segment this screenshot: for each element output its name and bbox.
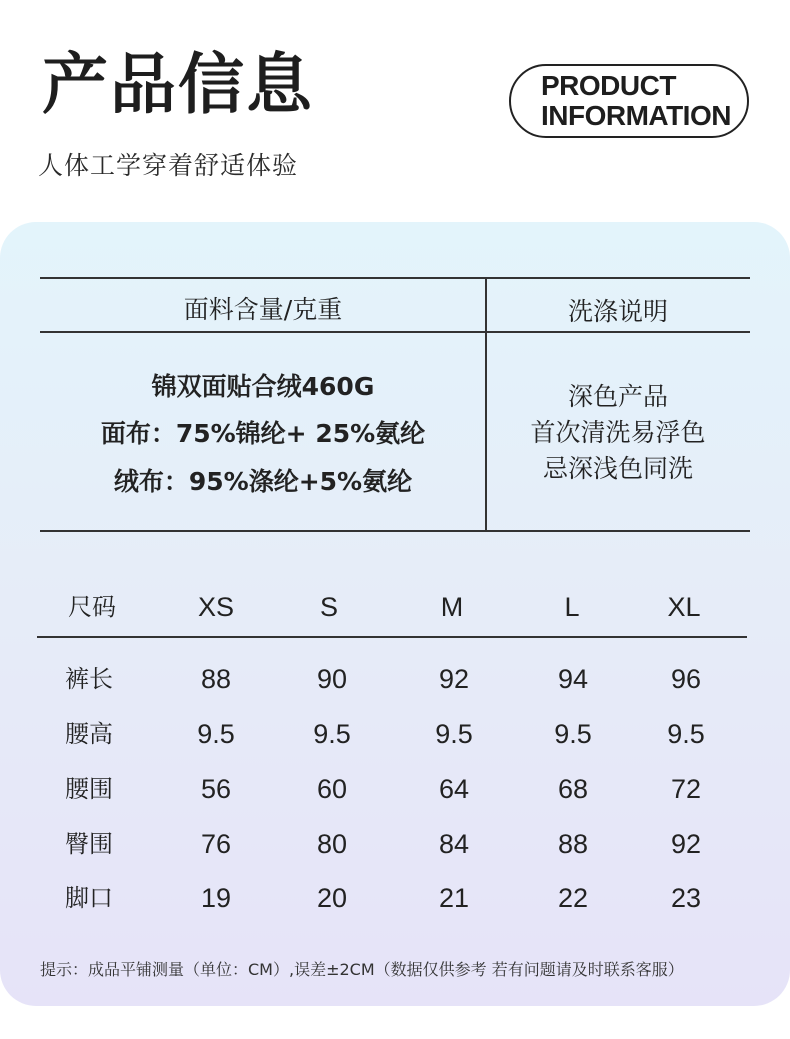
fabric-outer: 面布：75%锦纶+ 25%氨纶 <box>100 419 426 448</box>
cell-value: 60 <box>316 774 348 804</box>
cell-value: 9.5 <box>313 719 351 749</box>
size-header-rule <box>37 636 747 638</box>
page-title: 产品信息 <box>42 46 314 123</box>
cell-value: 22 <box>557 883 589 913</box>
table-row <box>0 878 790 918</box>
row-label: 脚口 <box>65 884 113 912</box>
cell-value: 88 <box>200 664 232 694</box>
cell-value: 80 <box>316 829 348 859</box>
table-header-rule <box>40 331 750 333</box>
badge-line-1: PRODUCT <box>541 70 676 101</box>
cell-value: 92 <box>438 664 470 694</box>
cell-value: 64 <box>438 774 470 804</box>
size-header-row <box>0 587 790 627</box>
cell-value: 56 <box>200 774 232 804</box>
table-top-rule <box>40 277 750 279</box>
fabric-column-header: 面料含量/克重 <box>183 295 343 324</box>
table-row <box>0 714 790 754</box>
table-row <box>0 659 790 699</box>
row-label: 腰高 <box>65 720 113 748</box>
row-label: 腰围 <box>65 775 113 803</box>
cell-value: 21 <box>438 883 470 913</box>
row-label: 臀围 <box>65 830 113 858</box>
cell-value: 9.5 <box>435 719 473 749</box>
row-label: 裤长 <box>65 665 113 693</box>
table-bottom-rule <box>40 530 750 532</box>
cell-value: 88 <box>557 829 589 859</box>
size-header-s: S <box>319 592 338 622</box>
page-subtitle: 人体工学穿着舒适体验 <box>38 151 299 180</box>
table-row <box>0 824 790 864</box>
cell-value: 84 <box>438 829 470 859</box>
size-header-xl: XL <box>667 592 701 622</box>
product-information-badge <box>509 64 749 138</box>
measurement-note: 提示：成品平铺测量（单位：CM）,误差±2CM（数据仅供参考 若有问题请及时联系客服） <box>40 960 684 979</box>
cell-value: 9.5 <box>554 719 592 749</box>
cell-value: 92 <box>670 829 702 859</box>
cell-value: 96 <box>670 664 702 694</box>
cell-value: 20 <box>316 883 348 913</box>
wash-column-header: 洗涤说明 <box>567 297 668 326</box>
cell-value: 19 <box>200 883 232 913</box>
wash-instruction-1: 深色产品 <box>567 382 668 411</box>
wash-instruction-3: 忌深浅色同洗 <box>542 454 693 483</box>
size-header-m: M <box>440 592 464 622</box>
cell-value: 94 <box>557 664 589 694</box>
wash-instruction-2: 首次清洗易浮色 <box>530 418 706 447</box>
size-header-xs: XS <box>197 592 235 622</box>
badge-line-2: INFORMATION <box>541 100 731 131</box>
table-row <box>0 769 790 809</box>
cell-value: 72 <box>670 774 702 804</box>
cell-value: 76 <box>200 829 232 859</box>
fabric-weight: 锦双面贴合绒460G <box>151 372 375 401</box>
size-header-l: L <box>564 592 580 622</box>
cell-value: 68 <box>557 774 589 804</box>
cell-value: 9.5 <box>197 719 235 749</box>
fabric-fleece: 绒布：95%涤纶+5%氨纶 <box>113 467 413 496</box>
cell-value: 9.5 <box>667 719 705 749</box>
cell-value: 90 <box>316 664 348 694</box>
size-header-label: 尺码 <box>68 593 116 621</box>
cell-value: 23 <box>670 883 702 913</box>
